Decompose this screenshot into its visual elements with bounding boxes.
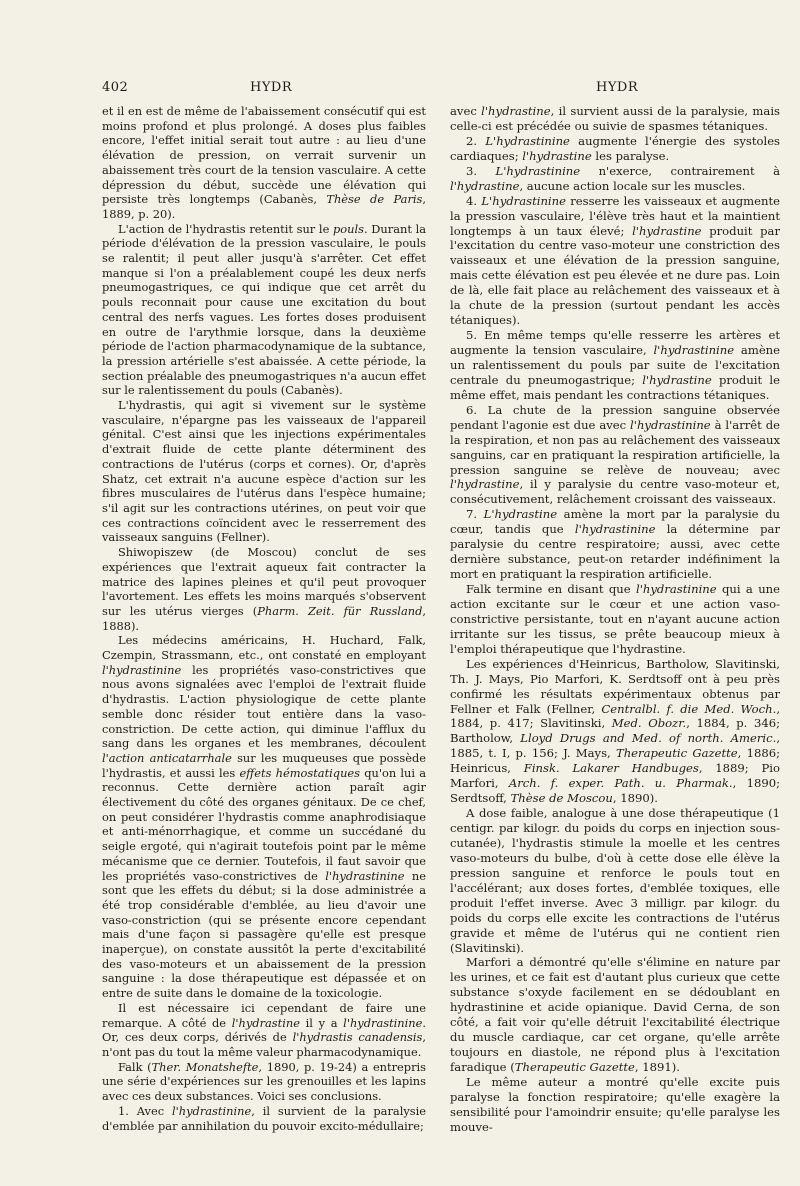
paragraph: Shiwopiszew (de Moscou) conclut de ses expériences que l'extrait aqueux fait contracter la matrice des lapines pleines et qu'il peut provoquer l'avortement. Les effets les moins marqués s'observent sur les utérus vierges (Pharm. Zeit. für Russland, 1888). xyxy=(102,545,426,633)
paragraph: 3. L'hydrastinine n'exerce, contrairement à l'hydrastine, aucune action locale sur les muscles. xyxy=(450,163,780,193)
paragraph: Les médecins américains, H. Huchard, Falk, Czempin, Strassmann, etc., ont constaté en employant l'hydrastinine les propriétés vaso-constrictives que nous avons signalées avec l'emploi de l'extrait fluide d'hydrastis. L'action physiologique de cette plante semble donc résider tout entière dans la vaso-constriction. De cette action, qui diminue l'afflux du sang dans les organes et les membranes, découlent l'action anticatarrhale sur les muqueuses que possède l'hydrastis, et aussi les effets hémostatiques qu'on lui a reconnus. Cette dernière action paraît agir électivement du côté des organes génitaux. De ce chef, on peut considérer l'hydrastis comme anaphrodisiaque et anti-ménorrhagique, et comme un succédané du seigle ergoté, qui n'agirait toutefois point par le même mécanisme que ce dernier. Toutefois, il faut savoir que les propriétés vaso-constrictives de l'hydrastinine ne sont que les effets du début; si la dose administrée a été trop considérable d'emblée, au lieu d'avoir une vaso-constriction (qui se présente encore cependant mais d'une façon si passagère qu'elle est presque inaperçue), on constate aussitôt la perte d'excitabilité des vaso-moteurs et un abaissement de la pression sanguine : la dose thérapeutique est dépassée et on entre de suite dans le domaine de la toxicologie. xyxy=(102,633,426,1001)
paragraph: et il en est de même de l'abaissement consécutif qui est moins profond et plus prolongé. A doses plus faibles encore, l'effet initial serait tout autre : au lieu d'une élévation de pression, on verrait survenir un abaissement très court de la tension vasculaire. A cette dépression du début, succède une élévation qui persiste très longtemps (Cabanès, Thèse de Paris, 1889, p. 20). xyxy=(102,104,427,221)
paragraph: Il est nécessaire ici cependant de faire une remarque. A côté de l'hydrastine il y a l'hydrastinine. Or, ces deux corps, dérivés de l'hydrastis canadensis, n'ont pas du tout la même valeur pharmacodynamique. xyxy=(102,1000,427,1059)
paragraph: 5. En même temps qu'elle resserre les artères et augmente la tension vasculaire, l'hydrastinine amène un ralentissement du pouls par suite de l'excitation centrale du pneumogastrique; l'hydrastine produit le même effet, mais pendant les contractions tétaniques. xyxy=(450,328,781,402)
running-head-right: HYDR xyxy=(596,80,639,95)
paragraph: L'action de l'hydrastis retentit sur le pouls. Durant la période d'élévation de la pression vasculaire, le pouls se ralentit; il peut aller jusqu'à s'arrêter. Cet effet manque si l'on a préalablement coupé les deux nerfs pneumogastriques, ce qui indique que cet arrêt du pouls reconnait pour cause une excitation du bout central des nerfs vagues. Les fortes doses produisent en outre de l'arythmie lorsque, dans la deuxième période de l'action pharmacodynamique de la subtance, la pression artérielle s'est abaissée. A cette période, la section préalable des pneumogastriques n'a aucun effet sur le ralentissement du pouls (Cabanès). xyxy=(102,221,427,398)
paragraph: 6. La chute de la pression sanguine observée pendant l'agonie est due avec l'hydrastinine à l'arrêt de la respiration, et non pas au relâchement des vaisseaux sanguins, car en pratiquant la respiration artificielle, la pression sanguine se relève de nouveau; avec l'hydrastine, il y paralysie du centre vaso-moteur et, consécutivement, relâchement croissant des vaisseaux. xyxy=(450,402,780,507)
paragraph: Les expériences d'Heinricus, Bartholow, Slavitinski, Th. J. Mays, Pio Marfori, K. Serdtsoff ont à peu près confirmé les résultats expérimentaux obtenus par Fellner et Falk (Fellner, Centralbl. f. die Med. Woch., 1884, p. 417; Slavitinski, Med. Obozr., 1884, p. 346; Bartholow, Lloyd Drugs and Med. of north. Americ., 1885, t. I, p. 156; J. Mays, Therapeutic Gazette, 1886; Heinricus, Finsk. Lakarer Handbuges, 1889; Pio Marfori, Arch. f. exper. Path. u. Pharmak., 1890; Serdtsoff, Thèse de Moscou, 1890). xyxy=(450,656,781,806)
paragraph: 1. Avec l'hydrastinine, il survient de la paralysie d'emblée par annihilation du pouvoir excito-médullaire; xyxy=(102,1103,427,1133)
paragraph: Falk termine en disant que l'hydrastinine qui a une action excitante sur le cœur et une action vaso-constrictive persistante, tout en n'ayant aucune action irritante sur les tissus, se prête beaucoup mieux à l'emploi thérapeutique que l'hydrastine. xyxy=(450,582,780,656)
paragraph: Falk (Ther. Monatshefte, 1890, p. 19-24) a entrepris une série d'expériences sur les grenouilles et les lapins avec ces deux substances. Voici ses conclusions. xyxy=(102,1059,427,1104)
paragraph: 2. L'hydrastinine augmente l'énergie des systoles cardiaques; l'hydrastine les paralyse. xyxy=(450,133,780,163)
paragraph: Marfori a démontré qu'elle s'élimine en nature par les urines, et ce fait est d'autant plus curieux que cette substance s'oxyde facilement en se dédoublant en hydrastinine et acide opianique. David Cerna, de son côté, a fait voir qu'elle détruit l'excitabilité électrique du muscle cardiaque, car cet organe, qu'elle arrête toujours en diastole, ne répond plus à l'excitation faradique (Therapeutic Gazette, 1891). xyxy=(450,955,780,1074)
page-number: 402 xyxy=(102,80,129,95)
running-head-left: HYDR xyxy=(250,80,293,95)
paragraph: avec l'hydrastine, il survient aussi de la paralysie, mais celle-ci est précédée ou suivie de spasmes tétaniques. xyxy=(450,104,780,133)
paragraph: Le même auteur a montré qu'elle excite puis paralyse la fonction respiratoire; qu'elle exagère la sensibilité pour l'amoindrir ensuite; qu'elle paralyse les mouve- xyxy=(450,1074,780,1134)
paragraph: L'hydrastis, qui agit si vivement sur le système vasculaire, n'épargne pas les vaisseaux de l'appareil génital. C'est ainsi que les injections expérimentales d'extrait fluide de cette plante déterminent des contractions de l'utérus (corps et cornes). Or, d'après Shatz, cet extrait n'a aucune espèce d'action sur les fibres musculaires de l'utérus dans l'espèce humaine; s'il agit sur les contractions utérines, on peut voir que ces contractions coïncident avec le resserrement des vaisseaux sanguins (Fellner). xyxy=(102,398,426,545)
paragraph: 7. L'hydrastine amène la mort par la paralysie du cœur, tandis que l'hydrastinine la détermine par paralysie du centre respiratoire; aussi, avec cette dernière substance, peut-on retarder indéfiniment la mort en pratiquant la respiration artificielle. xyxy=(450,507,781,582)
left-column xyxy=(102,104,426,1133)
paragraph: 4. L'hydrastinine resserre les vaisseaux et augmente la pression vasculaire, l'élève très haut et la maintient longtemps à un taux élevé; l'hydrastine produit par l'excitation du centre vaso-moteur une constriction des vaisseaux et une élévation de la pression sanguine, mais cette élévation est peu élevée et ne dure pas. Loin de là, elle fait place au relâchement des vaisseaux et à la chute de la pression (surtout pendant les accès tétaniques). xyxy=(450,193,780,328)
right-column xyxy=(450,104,780,1135)
paragraph: A dose faible, analogue à une dose thérapeutique (1 centigr. par kilogr. du poids du corps en injection sous-cutanée), l'hydrastis stimule la moelle et les centres vaso-moteurs du bulbe, d'où à cette dose elle élève la pression sanguine et renforce le pouls tout en l'accélérant; aux doses fortes, d'emblée toxiques, elle produit l'effet inverse. Avec 3 milligr. par kilogr. du poids du corps elle excite les contractions de l'utérus gravide et même de l'utérus qui ne contient rien (Slavitinski). xyxy=(450,806,780,955)
